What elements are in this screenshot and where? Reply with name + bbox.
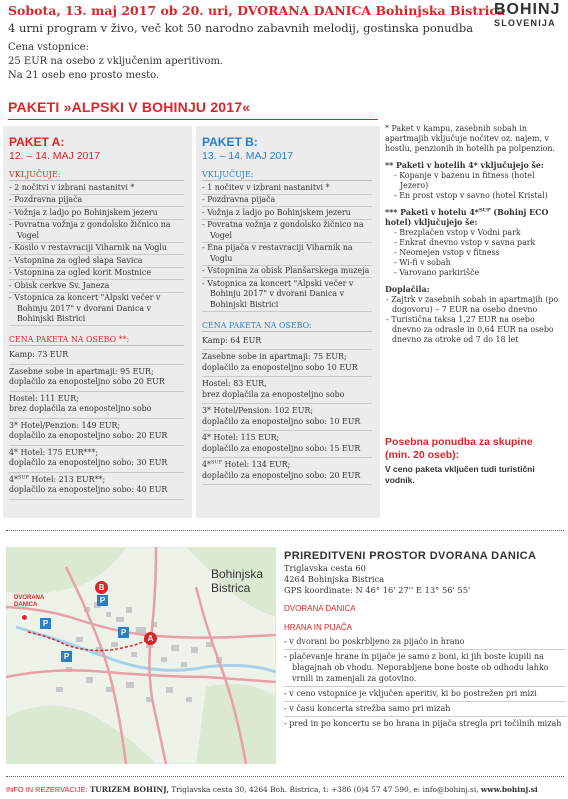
list-item: - Pozdravna pijača xyxy=(9,195,184,208)
list-item: - Vstopnica za koncert "Alpski večer v Bohinju 2017" v dvorani Danica v Bohinjski Bistrici xyxy=(9,293,184,327)
price-row: Hostel: 111 EUR; brez doplačila za enoposteljno sobo xyxy=(9,392,184,419)
package-a-box xyxy=(3,126,192,518)
list-item: - Kopanje v bazenu in fitness (hotel Jezero) xyxy=(394,171,535,190)
footer-contact xyxy=(6,785,538,794)
list-item: - Varovano parkirišče xyxy=(394,268,480,277)
list-item: - Povratna vožnja z gondolsko žičnico na Vogel xyxy=(9,220,184,243)
list-item: - Vstopnina za obisk Planšarskega muzeja xyxy=(202,266,372,279)
note-title: Doplačila: xyxy=(385,285,430,294)
heading-divider xyxy=(8,119,378,120)
price-intro-line-2: 25 EUR na osebo z vključenim aperitivom. xyxy=(8,56,224,67)
list-item: - Enkrat dnevno vstop v savna park xyxy=(394,238,536,247)
package-a-title: PAKET A: xyxy=(9,135,65,149)
price-row: Zasebne sobe in apartmaji: 95 EUR; doplačilo za enoposteljno sobo 20 EUR xyxy=(9,365,184,392)
package-a-includes-label: VKLJUČUJE: xyxy=(9,169,184,181)
list-item: - En prost vstop v savno (hotel Kristal) xyxy=(394,191,548,200)
note-title: ** Paketi v hotelih 4* vključujejo še: xyxy=(385,161,544,170)
event-title: Sobota, 13. maj 2017 ob 20. uri, DVORANA DANICA Bohinjska Bistrica xyxy=(8,3,506,18)
list-item: - v času koncerta strežba samo pri mizah xyxy=(284,702,566,717)
venue-info xyxy=(284,550,566,731)
price-row: 4*$^{SUP}$ Hotel: 213 EUR**; doplačilo za enoposteljno sobo: 40 EUR xyxy=(9,473,184,500)
footer-org: TURIZEM BOHINJ, xyxy=(89,785,169,794)
list-item: - Vstopnina za ogled slapa Savica xyxy=(9,255,184,268)
parking-icon: P xyxy=(40,618,51,629)
packages-heading: PAKETI »ALPSKI V BOHINJU 2017« xyxy=(8,99,251,115)
price-row: Hostel: 83 EUR, brez doplačila za enoposteljno sobo xyxy=(202,377,372,404)
price-row: 4* Hotel: 175 EUR***; doplačilo za enoposteljno sobo: 30 EUR xyxy=(9,446,184,473)
price-intro-line-1: Cena vstopnice: xyxy=(8,42,89,53)
logo-line-1: BOHINJ xyxy=(494,1,561,18)
price-intro-line-3: Na 21 oseb eno prosto mesto. xyxy=(8,70,160,81)
package-b-includes-label: VKLJUČUJE: xyxy=(202,169,372,181)
ticket-price-info xyxy=(8,41,223,83)
marker-b-icon: B xyxy=(95,581,108,594)
note-4star-hotels xyxy=(385,161,565,201)
price-row: 3* Hotel/Pension: 102 EUR; doplačilo za enoposteljno sobo: 10 EUR xyxy=(202,404,372,431)
package-b-date: 13. – 14. MAJ 2017 xyxy=(202,150,294,162)
footer-divider xyxy=(6,776,564,777)
package-a-price-label: CENA PAKETA NA OSEBO **: xyxy=(9,334,184,346)
price-row: Kamp: 73 EUR xyxy=(9,348,184,365)
list-item: - Ena pijača v restavraciji Viharnik na Voglu xyxy=(202,243,372,266)
marker-a-icon: A xyxy=(144,632,157,645)
note-title: *** Paketi v hotelu 4*$^{SUP}$ (Bohinj ECO hotel) vključujejo še: xyxy=(385,207,549,227)
list-item: - Brezplačen vstop v Vodni park xyxy=(394,228,521,237)
list-item: - pred in po koncertu se bo hrana in pijača stregla pri točilnih mizah xyxy=(284,719,562,728)
town-label: Bohinjska Bistrica xyxy=(211,567,264,595)
note-accommodation: * Paket v kampu, zasebnih sobah in apartmajih vključuje nočitev oz. najem, v hostlu, penzionih in hotelih pa polpenzion. xyxy=(385,124,555,153)
package-b-includes-list xyxy=(202,182,372,312)
package-a-includes-list xyxy=(9,182,184,326)
logo-line-2: SLOVENIJA xyxy=(494,18,556,28)
parking-icon: P xyxy=(118,627,129,638)
list-item: - Zajtrk v zasebnih sobah in apartmajih (po dogovoru) – 7 EUR na osebo dnevno xyxy=(386,295,559,314)
price-row: 3* Hotel/Penzion: 149 EUR; doplačilo za enoposteljno sobo: 20 EUR xyxy=(9,419,184,446)
note-4star-sup-hotel xyxy=(385,208,565,278)
list-item: - v ceno vstopnice je vključen aperitiv, ki bo postrežen pri mizi xyxy=(284,687,566,702)
list-item: - Povratna vožnja z gondolsko žičnico na Vogel xyxy=(202,220,372,243)
list-item: - Pozdravna pijača xyxy=(202,195,372,208)
list-item: - Kosilo v restavraciji Viharnik na Voglu xyxy=(9,243,184,256)
list-item: - Wi-fi v sobah xyxy=(394,258,451,267)
list-item: - Vožnja z ladjo po Bohinjskem jezeru xyxy=(202,207,372,220)
footer-address: Triglavska cesta 30, 4264 Boh. Bistrica, t: +386 (0)4 57 47 590, e: info@bohinj.si, xyxy=(168,785,481,794)
price-row: Zasebne sobe in apartmaji: 75 EUR; doplačilo za enoposteljno sobo 10 EUR xyxy=(202,350,372,377)
list-item: - Neomejen vstop v fitness xyxy=(394,248,500,257)
list-item: - v dvorani bo poskrbljeno za pijačo in hrano xyxy=(284,635,566,650)
venue-map-label: DVORANA DANICA xyxy=(14,595,45,608)
price-row: Kamp: 64 EUR xyxy=(202,334,372,351)
location-map xyxy=(6,547,276,764)
venue-title: PRIREDITVENI PROSTOR DVORANA DANICA xyxy=(284,550,537,562)
package-a-date: 12. – 14. MAJ 2017 xyxy=(9,150,101,162)
note-surcharges xyxy=(385,285,565,345)
list-item: - 1 nočitev v izbrani nastanitvi * xyxy=(202,182,372,195)
event-subtitle: 4 urni program v živo, več kot 50 narodno zabavnih melodij, gostinska ponudba xyxy=(8,21,474,35)
special-offer-title: Posebna ponudba za skupine xyxy=(385,436,533,448)
package-b-title: PAKET B: xyxy=(202,135,258,149)
list-item: - 2 nočitvi v izbrani nastanitvi * xyxy=(9,182,184,195)
price-row: 4* Hotel: 115 EUR; doplačilo za enoposteljno sobo: 15 EUR xyxy=(202,431,372,458)
list-item: - plačevanje hrane in pijače je samo z boni, ki jih boste kupili na blagajnah ob vhodu. Neporabljene bone boste ob odhodu lahko vrnili in zamenjali za gotovino. xyxy=(284,650,566,687)
special-offer-text: V ceno paketa vključen tudi turistični vodnik. xyxy=(385,464,535,485)
list-item: - Vožnja z ladjo po Bohinjskem jezeru xyxy=(9,207,184,220)
footer-website-link[interactable]: www.bohinj.si xyxy=(480,785,538,794)
venue-address: Triglavska cesta 60 4264 Bohinjska Bistrica GPS koordinate: N 46° 16' 27'' E 13° 56' 55' xyxy=(284,563,471,595)
parking-icon: P xyxy=(61,651,72,662)
venue-location-pin-icon xyxy=(20,613,29,622)
package-notes xyxy=(385,124,565,352)
footer-label: INFO IN REZERVACIJE: xyxy=(6,785,88,794)
package-b-price-label: CENA PAKETA NA OSEBO: xyxy=(202,320,372,332)
food-drink-list xyxy=(284,635,566,731)
list-item: - Turistična taksa 1,27 EUR na osebo dnevno za odrasle in 0,64 EUR na osebo dnevno za otroke od 7 do 18 let xyxy=(386,315,554,344)
venue-section-title: DVORANA DANICA xyxy=(284,604,356,613)
list-item: - Vstopnina za ogled korit Mostnice xyxy=(9,268,184,281)
section-divider xyxy=(6,530,564,531)
list-item: - Obisk cerkve Sv. Janeza xyxy=(9,280,184,293)
price-row: 4*$^{SUP}$ Hotel: 134 EUR; doplačilo za enoposteljno sobo: 20 EUR xyxy=(202,458,372,485)
list-item: - Vstopnica za koncert "Alpski večer v Bohinju 2017" v dvorani Danica v Bohinjski Bistrici xyxy=(202,278,372,312)
bohinj-logo xyxy=(494,2,564,28)
package-b-box xyxy=(196,126,380,518)
group-special-offer xyxy=(385,436,565,486)
parking-icon: P xyxy=(97,595,108,606)
food-drink-title: HRANA IN PIJAČA xyxy=(284,623,353,632)
special-offer-min: (min. 20 oseb): xyxy=(385,449,460,461)
